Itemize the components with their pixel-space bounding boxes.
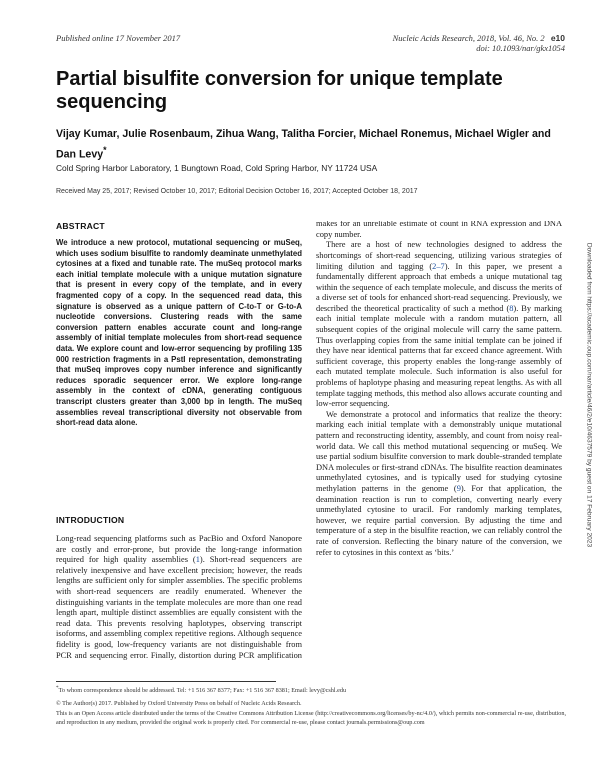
intro-column-left [56,534,302,662]
text-run: ). By marking each initial template molecule with a random mutation pattern, all subsequent copies of the original molecule will carry the same pattern. Thus overlapping copies from the same initial template can be joined if they have near identical patterns that far exceed chance agreement. With sufficient coverage, this property enables the long-range assembly of each mutated template molecule. Such information is also useful for problems of haplotype phasing and measuring repeat lengths. As with all template tagging methods, this method also allows accurate counting and low-error sequencing. [316,303,562,409]
intro-paragraph-3 [316,410,562,558]
author-names: Vijay Kumar, Julie Rosenbaum, Zihua Wang, Talitha Forcier, Michael Ronemus, Michael Wigler and Dan Levy [56,128,551,161]
intro-paragraph-2 [316,240,562,410]
intro-paragraph-1-continued [316,221,562,240]
intro-continuation [316,221,562,558]
running-header-left: Published online 17 November 2017 [56,33,181,43]
text-run: Long-read sequencing platforms such as PacBio and Oxford Nanopore are costly and error-prone, but provide the long-range information required for high quality assemblies ( [56,534,302,565]
affiliation: Cold Spring Harbor Laboratory, 1 Bungtown Road, Cold Spring Harbor, NY 11724 USA [56,163,378,173]
footnote-text: To whom correspondence should be addressed. Tel: +1 516 367 8377; Fax: +1 516 367 8381; Email: levy@cshl.edu [58,687,347,695]
text-run: ). For that application, the deamination reaction is run to completion, converting nearly every unmethylated cytosine to uracil. For randomly marking templates, however, we require partial conversion. By adjusting the time and temperature of a step in the bisulfite reaction, we can reliably control the rate of conversion. Reflecting the binary nature of the conversion, we refer to cytosines in this context as ‘bits.’ [316,483,562,557]
doi[interactable]: doi: 10.1093/nar/gkx1054 [476,43,565,53]
intro-column-right [316,221,562,649]
download-sidebar [584,130,594,660]
text-run: There are a host of new technologies designed to address the shortcomings of short-read sequencing, utilizing various strategies of limiting dilution and tagging ( [316,240,562,271]
reference-link[interactable]: 2–7 [432,261,445,271]
text-run: makes for an unreliable estimate of count in RNA expression and DNA copy number. [316,221,562,239]
running-header-right [393,33,565,53]
text-run: We demonstrate a protocol and informatics that realize the theory: marking each initial template with a demonstrably unique mutational pattern and reconstructing identity, assembly, and count from noisy real-world data. We call this method mutational sequencing or muSeq. We use partial sodium bisulfite conversion to mark double-stranded template DNA molecules or first-strand cDNAs. The bisulfite reaction deaminates unmethylated cytosines, and is typically used for studying cytosine methylation patterns in the genome ( [316,409,562,493]
reference-link[interactable]: 1 [195,555,200,565]
journal-citation: Nucleic Acids Research, 2018, Vol. 46, No. 2 [392,33,545,43]
article-title: Partial bisulfite conversion for unique template sequencing [56,68,503,113]
correspondence-footnote [56,684,566,696]
author-list [56,126,556,163]
text-run: ). Short-read sequencers are relatively inexpensive and have excellent precision; however, the reads lengths are sufficient only for simpler assemblies. The specific problems with short-read sequencers are readily enumerated. Whenever the distinguishing variants in the template molecules are more than one read length apart, multiple distinct assemblies are equally consistent with the read data. This prevents resolving haplotypes, observing transcript isoforms, and assembling complex repetitive regions. Although sequence fidelity is good, low-frequency variants are not distinguishable from PCR and sequencing error. Finally, distortion during PCR amplification [56,555,302,660]
license-notice: This is an Open Access article distributed under the terms of the Creative Commons Attribution License (http://creativecommons.org/licenses/by-nc/4.0/), which permits non-commercial re-use, distribution, and reproduction in any medium, provided the original work is properly cited. For commercial re-use, please contact journals.permissions@oup.com [56,710,566,726]
abstract-heading: ABSTRACT [56,221,105,231]
abstract-text: We introduce a new protocol, mutational sequencing or muSeq, which uses sodium bisulfite to randomly deaminate unmethylated cytosines at a fixed and tunable rate. The muSeq protocol marks each initial template molecule with a unique mutation signature that is present in every copy of the template, and in every fragmented copy of a copy. In the sequenced read data, this signature is observed as a unique pattern of C-to-T or G-to-A nucleotide conversions. Clustering reads with the same conversion pattern enables accurate count and long-range assembly of initial template molecules from short-read sequence data. We explore count and low-error sequencing by profiling 135 000 restriction fragments in a PstI representation, demonstrating that muSeq improves copy number inference and significantly reduces sporadic sequencer error. We explore long-range assembly in the context of cDNA, generating contiguous transcript clusters greater than 3,000 bp in length. The muSeq assemblies reveal transcriptional diversity not observable from short-read data alone. [56,238,302,428]
reference-link[interactable]: 9 [456,483,461,493]
intro-paragraph-1 [56,534,302,662]
corresponding-author-mark: * [103,145,107,155]
footnote-rule [56,681,276,682]
text-run: ). In this paper, we present a fundamentally different approach that embeds a unique mutational tag within the sequence of each template molecule, and discuss the merits of a diverse set of tools for enhanced short-read sequencing. Previously, we described the theoretical practicality of such a method ( [316,261,562,313]
article-id: e10 [550,33,565,43]
download-notice: Downloaded from https://academic.oup.com/nar/article/46/2/e10/4637579 by guest on 17 February 2023 [585,242,593,548]
footnote-mark: * [56,685,59,691]
introduction-heading: INTRODUCTION [56,515,125,525]
reference-link[interactable]: 8 [509,303,514,313]
copyright-notice: © The Author(s) 2017. Published by Oxford University Press on behalf of Nucleic Acids Research. [56,700,302,707]
publication-dates: Received May 25, 2017; Revised October 10, 2017; Editorial Decision October 16, 2017; Accepted October 18, 2017 [56,188,418,195]
